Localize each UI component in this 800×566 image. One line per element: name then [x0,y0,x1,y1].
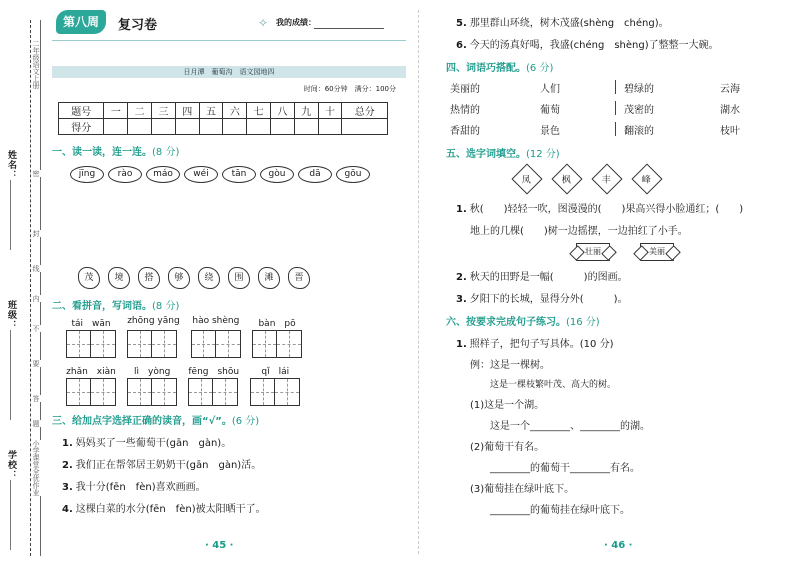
score-cell[interactable] [175,119,199,135]
word-grid[interactable]: lì yòng [127,364,177,406]
class-write-line[interactable] [10,330,11,420]
table-header: 三 [152,103,176,119]
word-item[interactable]: 景色 [540,126,560,137]
page-header [52,8,406,54]
choice-box[interactable]: 峰 [631,163,662,194]
grid-row [66,364,406,406]
character-flower[interactable]: 绕 [198,267,220,289]
name-label: 姓名： [6,150,16,180]
name-write-line[interactable] [10,180,11,250]
section-6-title: 六、按要求完成句子练习。(16 分) [446,317,600,328]
section-2-title: 二、看拼音，写词语。(8 分) [52,301,180,312]
page-title: 复习卷 [118,18,158,33]
table-row [59,119,388,135]
table-header: 五 [199,103,223,119]
pinyin-pill[interactable]: wéi [184,166,218,183]
pinyin-pill[interactable]: gòu [260,166,294,183]
word-grid[interactable]: zhǎn xiàn [66,364,116,406]
week-badge: 第八周 [56,10,106,34]
pinyin-pill[interactable]: dā [298,166,332,183]
character-flower[interactable]: 围 [228,267,250,289]
binding-margin [0,0,48,566]
score-table [58,102,388,135]
score-cell[interactable] [294,119,318,135]
pinyin-pill[interactable]: tān [222,166,256,183]
question-item: 1. 照样子，把句子写具体。(10 分) [456,339,614,350]
time-info: 时间：60分钟 满分：100分 [303,85,396,93]
question-item[interactable]: 5. 那里群山环绕，树木茂盛(shèng chéng)。 [456,18,669,29]
score-cell[interactable] [128,119,152,135]
question-item[interactable]: 4. 这棵白菜的水分(fēn fèn)被太阳晒干了。 [62,504,266,515]
question-item[interactable]: 3. 夕阳下的长城，显得分外( )。 [456,294,628,305]
school-write-line[interactable] [10,480,11,550]
cut-mark: 内 [32,295,40,302]
pinyin-pill[interactable]: rào [108,166,142,183]
page-number: · 45 · [205,540,234,551]
choice-box[interactable]: 美丽 [640,243,674,261]
sub-question: (1)这是一个湖。 [470,400,545,411]
score-cell[interactable] [247,119,271,135]
fill-line[interactable]: ________的葡萄挂在绿叶底下。 [490,505,630,516]
score-cell[interactable] [342,119,388,135]
table-header: 二 [128,103,152,119]
column-separator [615,101,616,115]
choice-row [516,168,790,190]
column-separator [615,80,616,94]
table-header: 九 [294,103,318,119]
character-flower[interactable]: 晋 [288,267,310,289]
star-icon: ✧ [258,16,269,30]
fill-line[interactable]: 这是一个________、________的湖。 [490,421,650,432]
pinyin-row [70,166,406,183]
table-header: 四 [175,103,199,119]
word-match-grid [450,80,790,137]
question-item[interactable]: 3. 我十分(fēn fèn)喜欢画画。 [62,482,206,493]
word-grid[interactable]: hào shèng [191,316,241,358]
word-item[interactable]: 人们 [540,84,560,95]
word-grid[interactable]: bàn pō [252,316,302,358]
school-label: 学校： [6,450,16,480]
choice-box[interactable]: 凤 [511,163,542,194]
choice-box[interactable]: 壮丽 [576,243,610,261]
cut-mark: 封 [32,230,40,237]
subtitle-bar: 日月潭 葡萄沟 语文园地四 [52,66,406,78]
cut-mark: 题 [32,420,40,427]
table-header: 八 [271,103,295,119]
section-5-title: 五、选字词填空。(12 分) [446,149,560,160]
word-item[interactable]: 枝叶 [720,126,740,137]
grid-row [66,316,406,358]
section-3-title: 三、给加点字选择正确的读音，画“√”。(6 分) [52,416,260,427]
cut-mark: 答 [32,395,40,402]
section-1-title: 一、读一读，连一连。(8 分) [52,147,180,158]
section-4-title: 四、词语巧搭配。(6 分) [446,63,554,74]
word-item[interactable]: 碧绿的 [624,84,654,95]
question-item[interactable]: 6. 今天的汤真好喝，我盛(chéng shèng)了整整一大碗。 [456,40,719,51]
sub-question: (3)葡萄挂在绿叶底下。 [470,484,575,495]
pinyin-pill[interactable]: gōu [336,166,370,183]
pinyin-pill[interactable]: máo [146,166,180,183]
fill-line[interactable]: ________的葡萄干________有名。 [490,463,640,474]
question-item[interactable]: 地上的几棵( )树一边摇摆，一边拍红了小手。 [470,226,688,237]
column-separator [615,122,616,136]
header-rule [52,40,406,41]
cut-mark: 不 [32,325,40,332]
score-label: 我的成绩： [276,18,316,27]
question-item[interactable]: 2. 我们正在帮邻居王奶奶干(gān gàn)活。 [62,460,262,471]
word-item[interactable]: 翻滚的 [624,126,654,137]
question-item[interactable]: 1. 妈妈买了一些葡萄干(gān gàn)。 [62,438,232,449]
character-row [78,267,406,289]
page-divider [418,10,419,554]
cut-mark: 线 [32,265,40,272]
table-header: 题号 [59,103,104,119]
word-item[interactable]: 云海 [720,84,740,95]
question-item[interactable]: 2. 秋天的田野是一幅( )的图画。 [456,272,628,283]
table-row [59,103,388,119]
score-cell[interactable] [318,119,342,135]
table-header: 一 [104,103,128,119]
choice-row [576,243,790,261]
word-item[interactable]: 葡萄 [540,105,560,116]
character-flower[interactable]: 茂 [78,267,100,289]
word-item[interactable]: 香甜的 [450,126,480,137]
example-label: 例：这是一棵树。 [470,360,550,371]
score-cell[interactable] [223,119,247,135]
table-header: 总分 [342,103,388,119]
example-answer: 这是一棵枝繁叶茂、高大的树。 [490,380,617,390]
footer-mark: 小学课堂全优作业 [32,440,40,496]
grade-mark: 二年级语文上册 [32,40,40,89]
character-flower[interactable]: 搭 [138,267,160,289]
cut-mark: 要 [32,360,40,367]
pinyin-pill[interactable]: jīng [70,166,104,183]
word-item[interactable]: 茂密的 [624,105,654,116]
row-label: 得分 [59,119,104,135]
score-cell[interactable] [199,119,223,135]
word-grid[interactable]: fēng shōu [188,364,239,406]
choice-box[interactable]: 丰 [591,163,622,194]
writing-grids [66,316,406,406]
score-input[interactable] [314,28,384,29]
score-cell[interactable] [104,119,128,135]
word-item[interactable]: 美丽的 [450,84,480,95]
table-header: 六 [223,103,247,119]
character-flower[interactable]: 境 [108,267,130,289]
page-number: · 46 · [604,540,633,551]
cut-mark: 密 [32,170,40,177]
left-page [52,8,406,515]
word-item[interactable]: 热情的 [450,105,480,116]
right-page [446,14,790,516]
table-header: 十 [318,103,342,119]
word-item[interactable]: 湖水 [720,105,740,116]
word-grid[interactable]: qǐ lái [250,364,300,406]
choice-box[interactable]: 枫 [551,163,582,194]
class-label: 班级： [6,300,16,330]
score-cell[interactable] [271,119,295,135]
word-grid[interactable]: zhōng yāng [127,316,179,358]
word-grid[interactable]: tái wān [66,316,116,358]
sub-question: (2)葡萄干有名。 [470,442,545,453]
character-flower[interactable]: 够 [168,267,190,289]
table-header: 七 [247,103,271,119]
character-flower[interactable]: 滩 [258,267,280,289]
question-item[interactable]: 1. 秋( )轻轻一吹，图漫漫的( )果高兴得小脸通红；( ) [456,204,744,215]
score-cell[interactable] [152,119,176,135]
